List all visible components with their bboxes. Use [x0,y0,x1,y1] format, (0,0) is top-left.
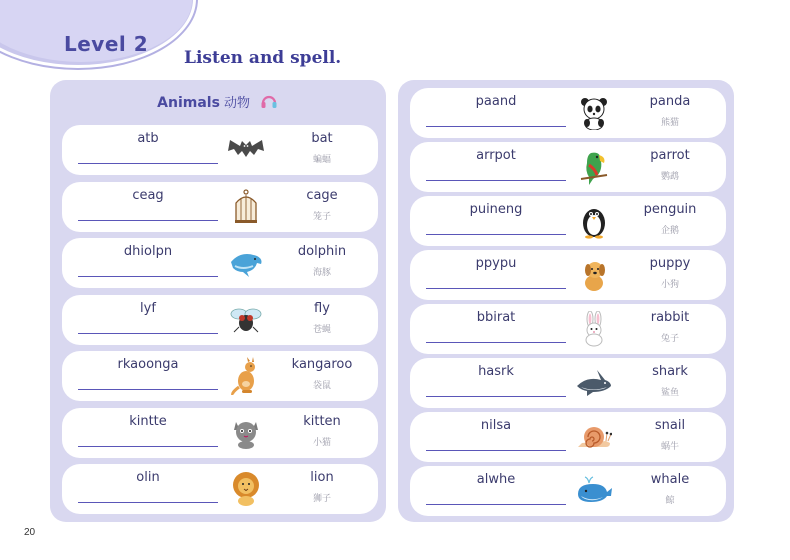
chinese-translation: 苍蝇 [312,324,331,335]
answer-line[interactable] [78,502,218,503]
answer-line[interactable] [78,163,218,164]
answer-line[interactable] [78,389,218,390]
snail-icon [574,420,614,454]
answer-line[interactable] [78,333,218,334]
shark-icon [574,366,614,400]
scrambled-word: kintte [129,413,167,429]
spelling-row [410,88,726,138]
answer-line[interactable] [78,220,218,221]
answer-word: bat [311,131,333,146]
panel-title-text: Animals [157,95,220,111]
chinese-translation: 小狗 [660,280,679,290]
chinese-translation: 鹦鹉 [660,172,679,182]
kangaroo-icon [226,359,266,393]
spelling-row [62,125,378,175]
spelling-row [410,358,726,408]
spelling-row [62,408,378,458]
lion-icon [226,472,266,506]
instruction-heading: Listen and spell. [184,48,342,68]
answer-line[interactable] [426,396,566,397]
chinese-translation: 熊猫 [660,118,679,128]
answer-word: rabbit [650,310,690,325]
dolphin-icon [226,246,266,280]
answer-line[interactable] [78,446,218,447]
panel-title-zh: 动物 [223,96,250,111]
answer-line[interactable] [78,276,218,277]
answer-word: fly [314,300,330,316]
answer-word: kangaroo [291,357,353,372]
fly-icon [226,303,266,337]
spelling-row [410,412,726,462]
answer-line[interactable] [426,234,566,235]
answer-word: kitten [303,413,341,429]
answer-line[interactable] [426,126,566,127]
answer-word: whale [650,472,690,487]
chinese-translation: 小猫 [312,437,331,448]
chinese-translation: 袋鼠 [312,381,331,391]
scrambled-word: puineng [469,202,523,217]
spelling-row [62,182,378,232]
headphones-icon[interactable] [259,92,279,114]
answer-line[interactable] [426,342,566,343]
chinese-translation: 鲸 [665,496,675,506]
spelling-row [410,466,726,516]
answer-word: dolphin [297,244,347,259]
whale-icon [574,474,614,508]
scrambled-word: alwhe [476,472,516,487]
chinese-translation: 笼子 [312,211,331,222]
scrambled-word: atb [137,131,159,146]
penguin-icon [574,204,614,238]
kitten-icon [226,416,266,450]
scrambled-word: lyf [140,300,156,316]
page-number: 20 [24,527,36,538]
animals-panel-right [398,80,734,522]
answer-line[interactable] [426,504,566,505]
spelling-row [410,142,726,192]
spelling-row [410,250,726,300]
puppy-icon [574,258,614,292]
scrambled-word: olin [136,470,160,485]
chinese-translation: 兔子 [660,334,679,344]
scrambled-word: nilsa [480,418,512,433]
answer-word: parrot [650,148,690,163]
answer-word: penguin [643,202,697,217]
bat-icon [226,133,266,167]
answer-line[interactable] [426,180,566,181]
scrambled-word: arrpot [476,148,516,163]
level-title: Level 2 [64,32,149,56]
chinese-translation: 蝙蝠 [312,155,331,165]
spelling-row [62,351,378,401]
answer-word: cage [306,187,338,203]
chinese-translation: 鲨鱼 [660,388,679,398]
cage-icon [226,190,266,224]
parrot-icon [574,150,614,184]
scrambled-word: ceag [132,187,164,203]
answer-word: shark [652,364,688,379]
answer-word: panda [649,94,691,109]
panel-title [50,92,386,114]
answer-line[interactable] [426,450,566,451]
spelling-row [62,238,378,288]
scrambled-word: dhiolpn [123,244,173,259]
chinese-translation: 蜗牛 [660,442,679,452]
scrambled-word: ppypu [475,256,517,271]
scrambled-word: paand [475,94,517,109]
answer-word: puppy [649,256,691,271]
chinese-translation: 海豚 [312,268,331,278]
rabbit-icon [574,312,614,346]
spelling-row [62,295,378,345]
spelling-row [62,464,378,514]
animals-panel-left [50,80,386,522]
scrambled-word: rkaoonga [117,357,179,372]
scrambled-word: hasrk [478,364,514,379]
spelling-row [410,196,726,246]
answer-word: snail [654,418,686,433]
chinese-translation: 狮子 [312,494,331,504]
panda-icon [574,96,614,130]
spelling-row [410,304,726,354]
answer-line[interactable] [426,288,566,289]
chinese-translation: 企鹅 [660,226,679,236]
scrambled-word: bbirat [476,310,516,325]
answer-word: lion [310,470,334,485]
